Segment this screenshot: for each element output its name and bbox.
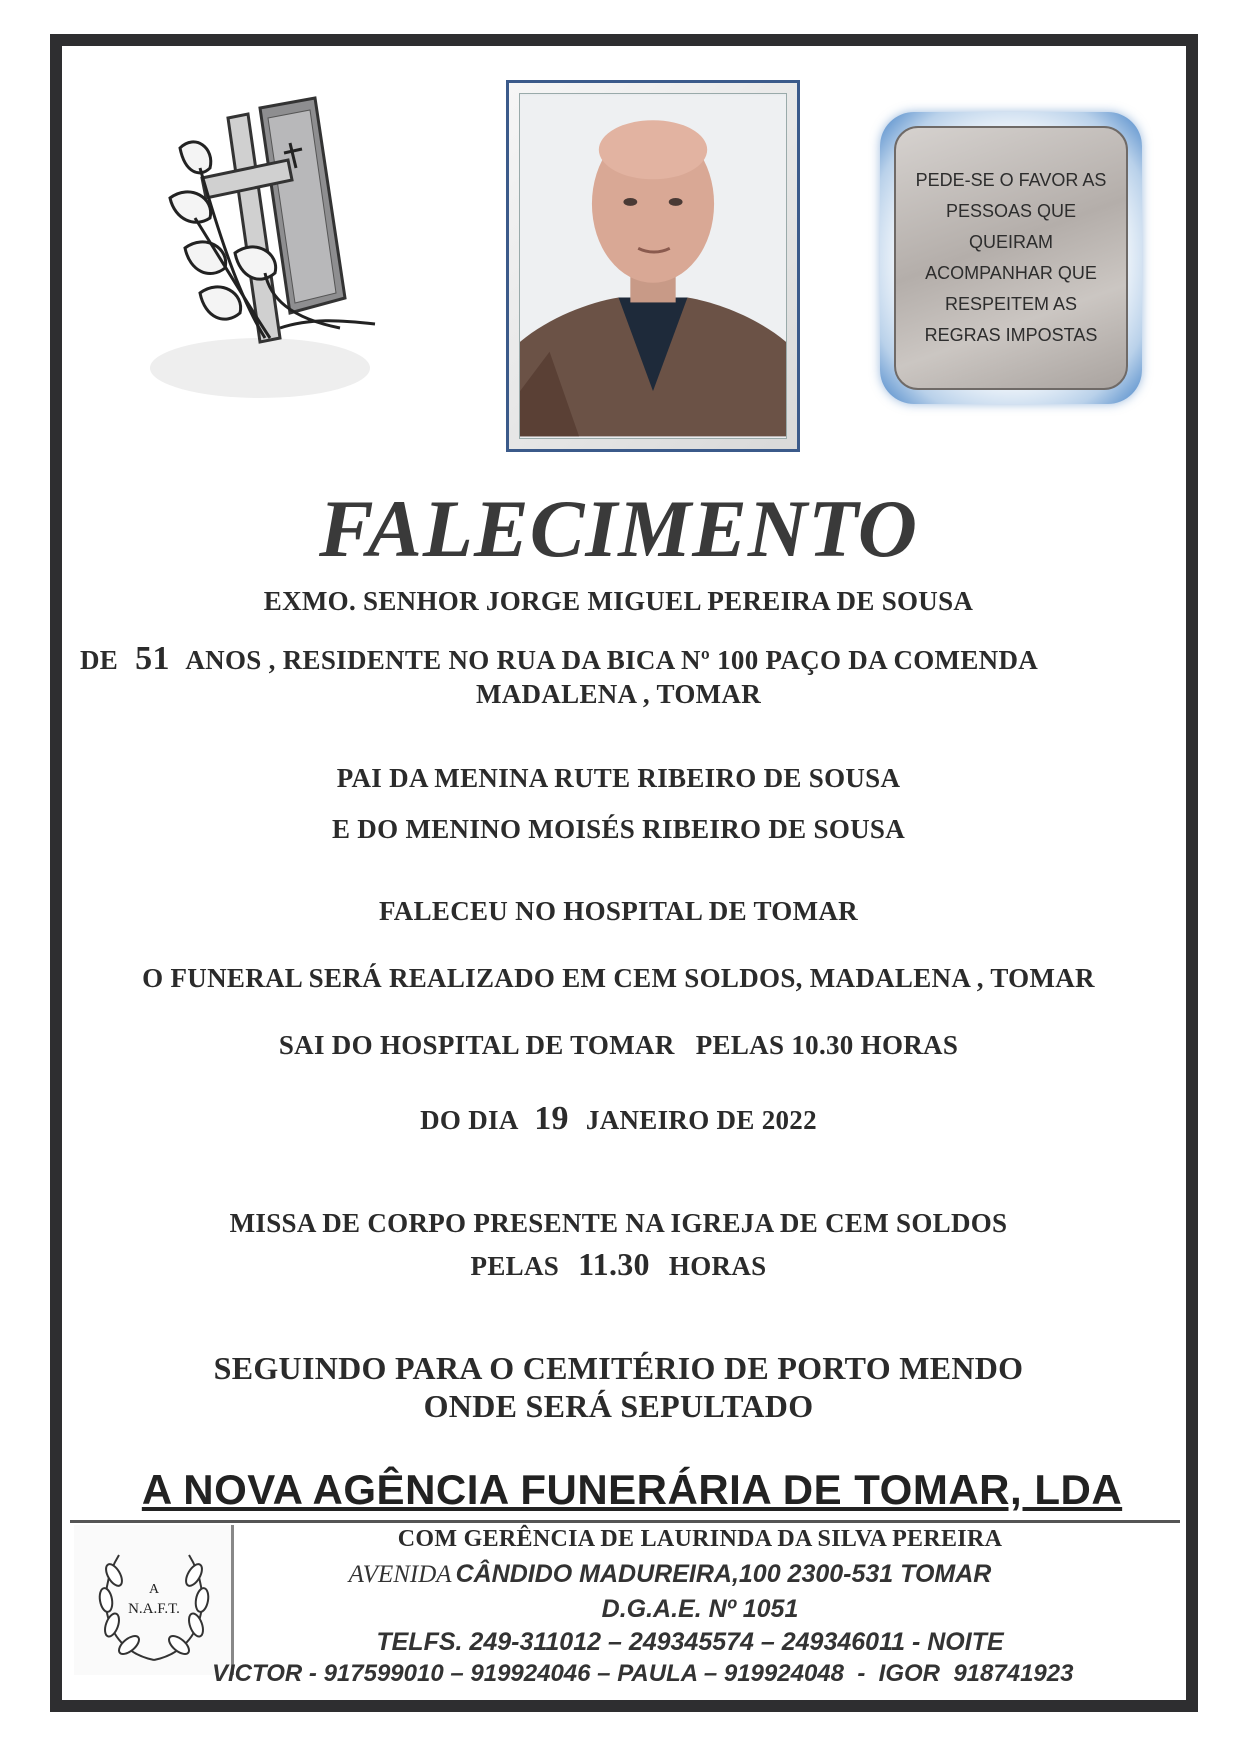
death-place-line: FALECEU NO HOSPITAL DE TOMAR bbox=[379, 896, 858, 926]
notice-plaque-text bbox=[916, 165, 1107, 351]
name-line: EXMO. SENHOR JORGE MIGUEL PEREIRA DE SOUSA bbox=[263, 586, 974, 616]
agency-address bbox=[330, 1560, 1010, 1589]
date-day: 19 bbox=[534, 1100, 569, 1137]
age-prefix: DE bbox=[80, 645, 119, 675]
portrait-silhouette bbox=[520, 94, 786, 438]
cross-coffin-lilies-illustration bbox=[140, 88, 390, 408]
father-line-2: E DO MENINO MOISÉS RIBEIRO DE SOUSA bbox=[331, 814, 906, 844]
burial-line-2: ONDE SERÁ SEPULTADO bbox=[423, 1388, 814, 1424]
agency-manager: COM GERÊNCIA DE LAURINDA DA SILVA PEREIRA bbox=[397, 1526, 1003, 1552]
date-prefix: DO DIA bbox=[420, 1105, 518, 1135]
mass-suffix: HORAS bbox=[668, 1251, 767, 1281]
illustration-reflection bbox=[150, 338, 370, 398]
plaque-line: PEDE-SE O FAVOR AS bbox=[915, 170, 1107, 190]
agency-name: A NOVA AGÊNCIA FUNERÁRIA DE TOMAR, LDA bbox=[141, 1466, 1123, 1513]
address-text: CÂNDIDO MADUREIRA,100 2300-531 TOMAR bbox=[455, 1560, 992, 1588]
age-value: 51 bbox=[135, 640, 170, 677]
plaque-line: PESSOAS QUE bbox=[945, 201, 1077, 221]
mass-line-2 bbox=[0, 1246, 1237, 1283]
age-suffix: ANOS , RESIDENTE NO RUA DA BICA Nº 100 PAÇO DA COMENDA bbox=[185, 645, 1039, 675]
agency-logo bbox=[74, 1525, 234, 1675]
agency-phones: TELFS. 249-311012 – 249345574 – 249346011 - NOITE bbox=[376, 1628, 1004, 1656]
footer-divider bbox=[70, 1520, 1180, 1523]
notice-plaque-metal bbox=[894, 126, 1128, 390]
plaque-line: ACOMPANHAR QUE bbox=[925, 263, 1097, 283]
date-suffix: JANEIRO DE 2022 bbox=[585, 1105, 817, 1135]
funeral-line: O FUNERAL SERÁ REALIZADO EM CEM SOLDOS, MADALENA , TOMAR bbox=[142, 963, 1095, 993]
laurel-wreath-icon bbox=[74, 1525, 234, 1675]
mass-line-1: MISSA DE CORPO PRESENTE NA IGREJA DE CEM SOLDOS bbox=[229, 1208, 1008, 1238]
portrait-photo bbox=[519, 93, 787, 439]
notice-plaque bbox=[880, 112, 1142, 404]
age-line bbox=[80, 640, 1038, 678]
agency-night-contacts: VICTOR - 917599010 – 919924046 – PAULA – 919924048 - IGOR 918741923 bbox=[212, 1660, 1074, 1687]
burial-line-1: SEGUINDO PARA O CEMITÉRIO DE PORTO MENDO bbox=[213, 1350, 1024, 1386]
agency-dgae: D.G.A.E. Nº 1051 bbox=[601, 1595, 799, 1623]
address-prefix: AVENIDA bbox=[348, 1561, 452, 1588]
date-line bbox=[0, 1100, 1237, 1138]
plaque-line: QUEIRAM bbox=[968, 232, 1053, 252]
plaque-line: REGRAS IMPOSTAS bbox=[924, 325, 1098, 345]
portrait-photo-frame bbox=[506, 80, 800, 452]
page-title: FALECIMENTO bbox=[319, 483, 918, 574]
logo-text: N.A.F.T. bbox=[128, 1601, 180, 1617]
address-line: MADALENA , TOMAR bbox=[475, 679, 762, 709]
logo-letter: A bbox=[148, 1582, 160, 1597]
plaque-line: RESPEITEM AS bbox=[944, 294, 1078, 314]
departure-line: SAI DO HOSPITAL DE TOMAR PELAS 10.30 HORAS bbox=[278, 1030, 959, 1060]
mass-time: 11.30 bbox=[578, 1246, 650, 1282]
mass-prefix: PELAS bbox=[470, 1251, 560, 1281]
father-line-1: PAI DA MENINA RUTE RIBEIRO DE SOUSA bbox=[336, 763, 901, 793]
